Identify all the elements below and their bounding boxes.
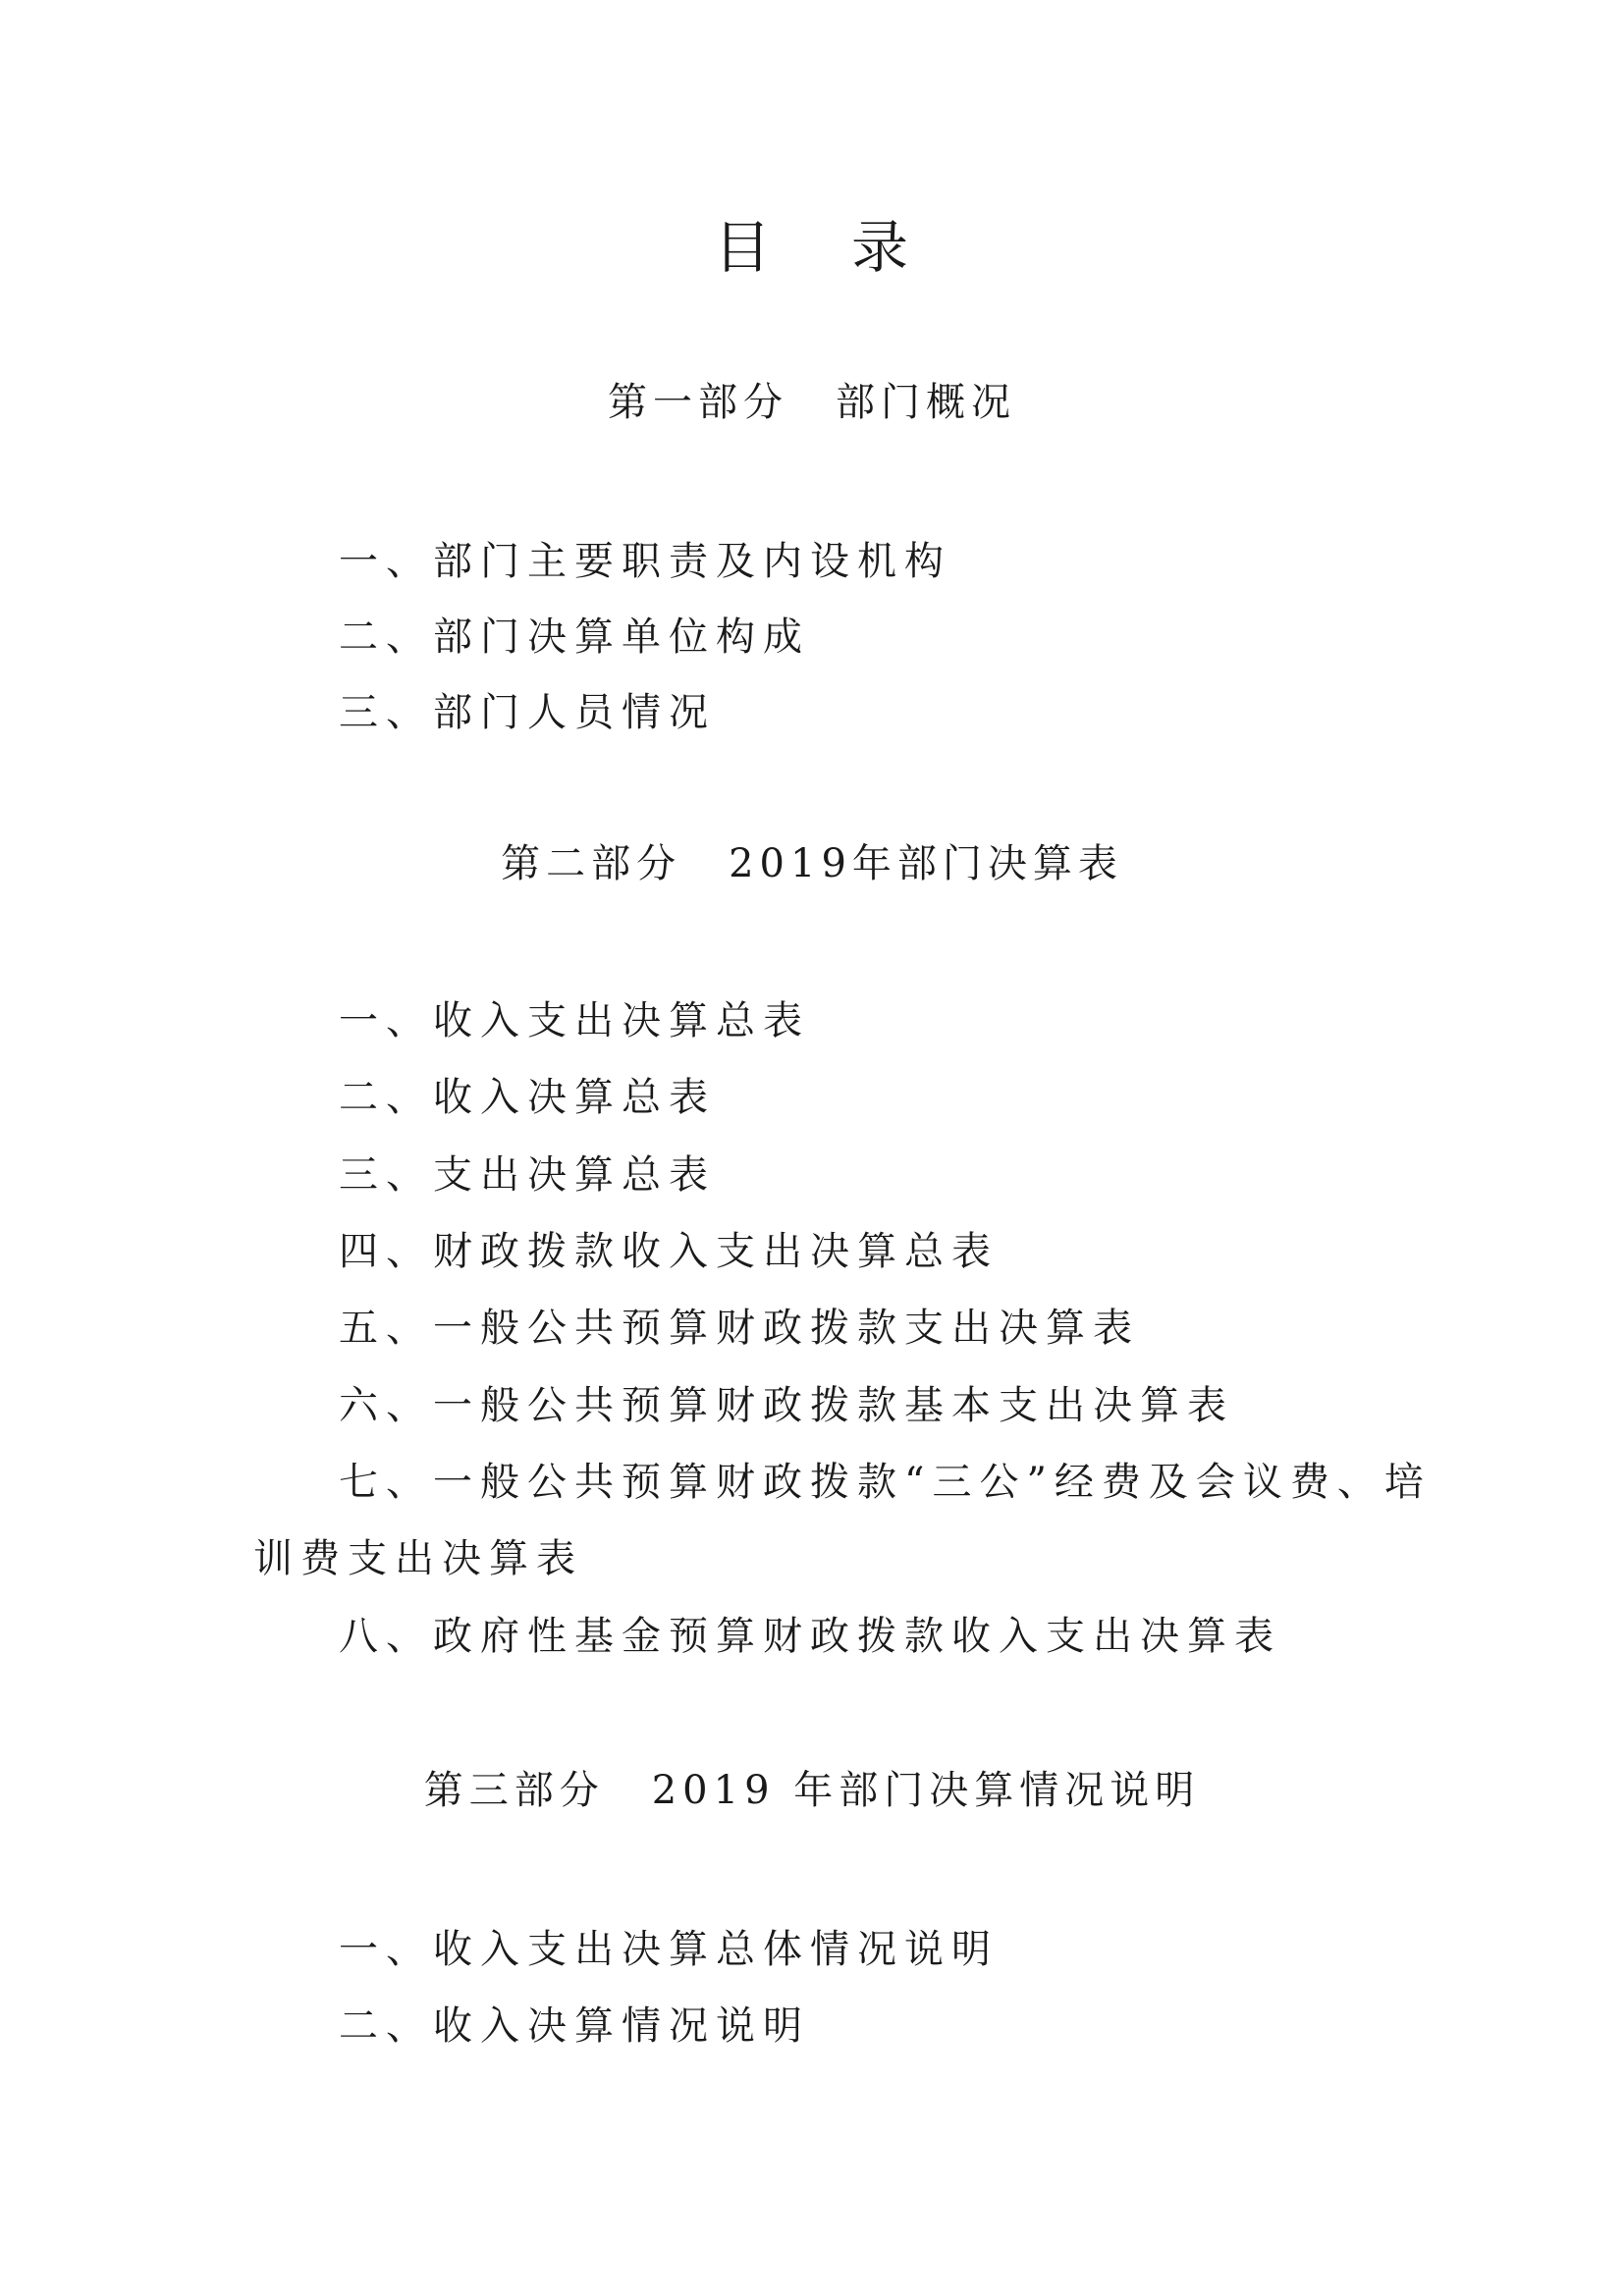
part2-heading [0,832,1624,888]
part1-item-2: 二、部门决算单位构成 [339,614,810,660]
title-char-1: 目 [713,214,773,281]
part3-label: 第三部分 [423,1768,605,1813]
part3-item-1: 一、收入支出决算总体情况说明 [339,1927,999,1972]
part1-name: 部门概况 [836,380,1016,425]
part3-name: 2019 年部门决算情况说明 [651,1768,1201,1813]
part2-item-1: 一、收入支出决算总表 [339,998,810,1043]
part1-item-3: 三、部门人员情况 [339,690,716,735]
part2-name: 2019年部门决算表 [729,841,1123,886]
part2-item-7: 七、一般公共预算财政拨款“三公”经费及会议费、培 [339,1460,1432,1505]
part1-item-1: 一、部门主要职责及内设机构 [339,539,951,584]
part2-item-3: 三、支出决算总表 [339,1152,716,1198]
part2-label: 第二部分 [501,841,682,886]
part2-item-4: 四、财政拨款收入支出决算总表 [339,1229,999,1274]
part2-item-5: 五、一般公共预算财政拨款支出决算表 [339,1306,1140,1351]
part3-item-2: 二、收入决算情况说明 [339,2003,810,2049]
part1-label: 第一部分 [608,380,788,425]
page-title [0,201,1624,284]
part2-item-2: 二、收入决算总表 [339,1075,716,1120]
part2-item-8: 八、政府性基金预算财政拨款收入支出决算表 [339,1614,1281,1659]
part3-heading [0,1759,1624,1815]
title-char-2: 录 [851,214,911,281]
part2-item-6: 六、一般公共预算财政拨款基本支出决算表 [339,1383,1234,1428]
part1-heading [0,371,1624,427]
part2-item-7-continued: 训费支出决算表 [253,1536,583,1581]
